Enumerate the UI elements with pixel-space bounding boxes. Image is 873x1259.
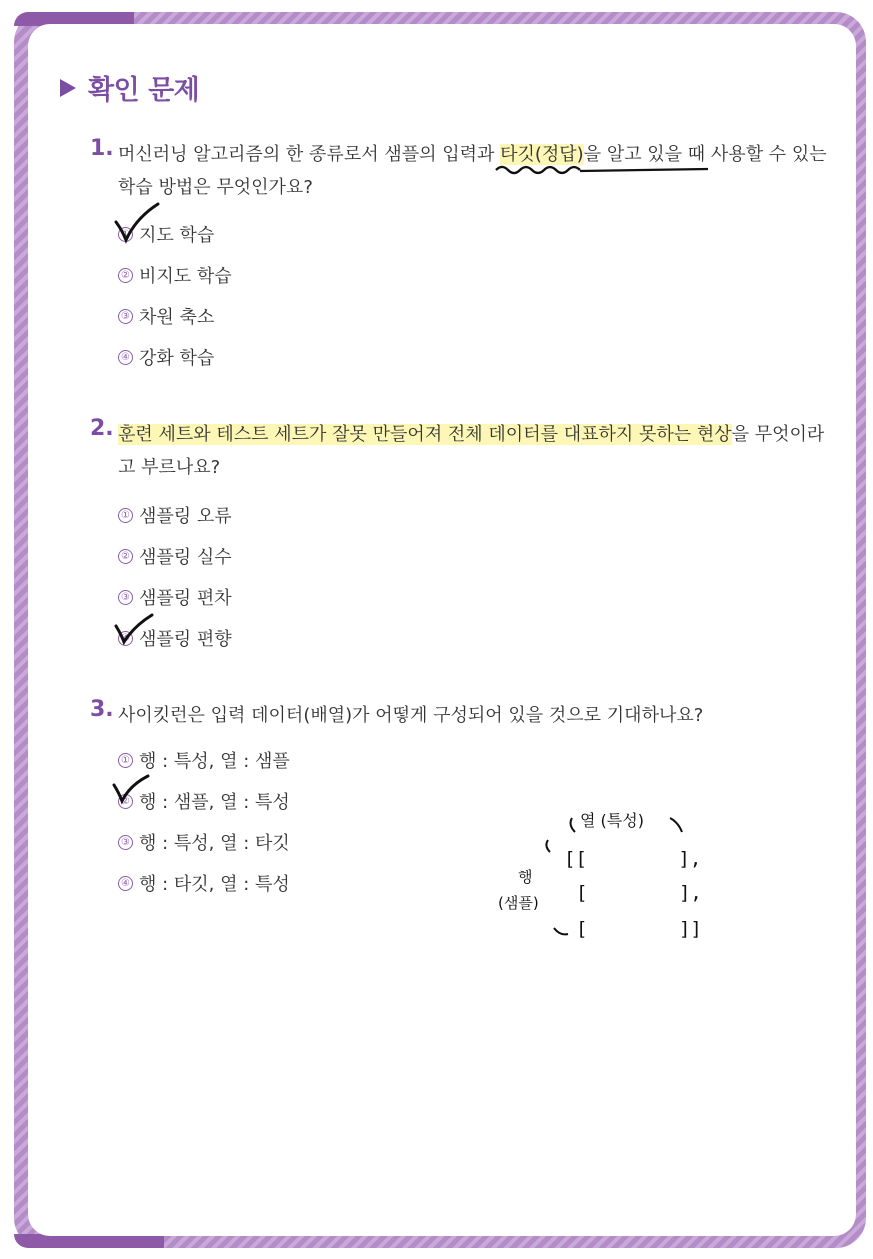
choice-label: 비지도 학습 <box>139 266 232 287</box>
section-header <box>60 68 199 107</box>
choice-mark: ③ <box>118 835 133 850</box>
choice-1-3[interactable] <box>118 303 214 329</box>
choice-2-4[interactable] <box>118 625 232 651</box>
choice-mark: ① <box>118 227 133 242</box>
choice-3-2[interactable] <box>118 788 290 814</box>
array-row-3: [ ]] <box>576 918 702 940</box>
question-text-part: 머신러닝 알고리즘의 한 종류로서 샘플의 입력과 <box>118 144 501 165</box>
choice-label: 행 : 특성, 열 : 샘플 <box>139 751 290 772</box>
choice-label: 행 : 타깃, 열 : 특성 <box>139 874 290 895</box>
choice-2-1[interactable] <box>118 502 232 528</box>
question-text <box>118 138 833 204</box>
choice-label: 샘플링 오류 <box>139 506 232 527</box>
choice-mark: ④ <box>118 876 133 891</box>
choice-label: 샘플링 편향 <box>139 629 232 650</box>
question-number: 1. <box>90 136 114 161</box>
choice-mark: ④ <box>118 631 133 646</box>
choice-2-3[interactable] <box>118 584 232 610</box>
choice-mark: ① <box>118 753 133 768</box>
array-row-1: [[ ], <box>564 848 702 870</box>
choice-label: 강화 학습 <box>139 348 215 369</box>
question-text <box>118 418 833 484</box>
choice-label: 차원 축소 <box>139 307 215 328</box>
frame-accent-bottom <box>14 1234 164 1248</box>
highlighted-text: 훈련 세트와 테스트 세트가 잘못 만들어져 전체 데이터를 대표하지 못하는 현상 <box>118 424 732 445</box>
choice-label: 행 : 특성, 열 : 타깃 <box>139 833 290 854</box>
question-text-part: 사이킷런은 입력 데이터(배열)가 어떻게 구성되어 있을 것으로 기대하나요? <box>118 705 704 726</box>
choice-mark: ② <box>118 268 133 283</box>
choice-mark: ③ <box>118 309 133 324</box>
choice-2-2[interactable] <box>118 543 232 569</box>
choice-label: 행 : 샘플, 열 : 특성 <box>139 792 290 813</box>
row-label-sub: (샘플) <box>498 894 539 912</box>
choice-mark: ③ <box>118 590 133 605</box>
choice-label: 샘플링 편차 <box>139 588 232 609</box>
choice-1-1[interactable] <box>118 221 214 247</box>
highlighted-text: 타깃(정답) <box>500 144 584 165</box>
row-label: 행 <box>518 868 533 886</box>
question-number: 3. <box>90 697 114 722</box>
choice-1-2[interactable] <box>118 262 232 288</box>
choice-3-1[interactable] <box>118 747 290 773</box>
column-label: 열 (특성) <box>580 811 644 830</box>
question-number: 2. <box>90 416 114 441</box>
choice-3-3[interactable] <box>118 829 290 855</box>
choice-mark: ② <box>118 549 133 564</box>
question-text <box>118 699 833 732</box>
choice-label: 지도 학습 <box>139 225 215 246</box>
array-row-2: [ ], <box>576 882 702 904</box>
question-text-part: 을 알고 있을 때 사용할 수 있는 학습 방법은 무엇인가요? <box>118 144 827 198</box>
choice-label: 샘플링 실수 <box>139 547 232 568</box>
section-title: 확인 문제 <box>88 75 200 106</box>
choice-mark: ① <box>118 508 133 523</box>
question-text-part: 을 무엇이라고 부르나요? <box>118 424 825 478</box>
triangle-bullet-icon <box>60 79 76 97</box>
choice-1-4[interactable] <box>118 344 214 370</box>
choice-3-4[interactable] <box>118 870 290 896</box>
choice-mark: ④ <box>118 350 133 365</box>
choice-mark: ② <box>118 794 133 809</box>
